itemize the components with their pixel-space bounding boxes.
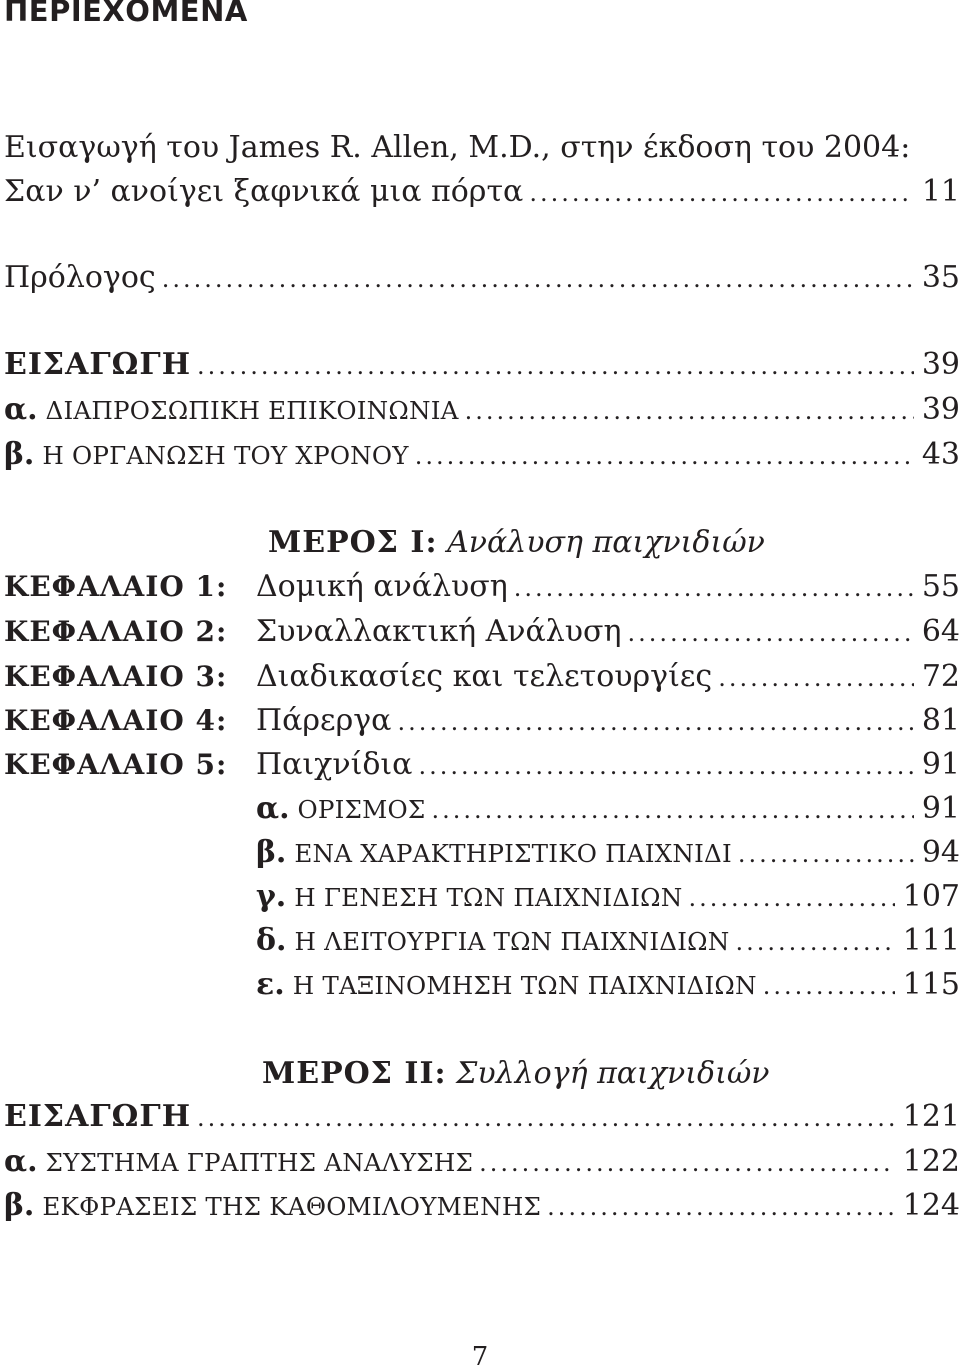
toc-entry-title: Η ΤΑΞΙΝΟΜΗΣΗ ΤΩΝ ΠΑΙΧΝΙΔΙΩΝ [292, 971, 757, 1000]
toc-entry-chapter-5-a[interactable] [256, 789, 960, 829]
part-label: ΜΕΡΟΣ I: [268, 525, 438, 560]
toc-entry-title: Η ΓΕΝΕΣΗ ΤΩΝ ΠΑΙΧΝΙΔΙΩΝ [294, 883, 683, 912]
toc-entry-title: Συναλλακτική Ανάλυση [256, 614, 622, 649]
chapter-label: ΚΕΦΑΛΑΙΟ 1: [4, 570, 228, 603]
toc-entry-title: Δομική ανάλυση [256, 569, 508, 604]
toc-entry-title: ΕΙΣΑΓΩΓΗ [4, 1099, 192, 1134]
toc-entry-eisagogi-2[interactable] [4, 1097, 960, 1137]
toc-page-number: 94 [921, 835, 960, 870]
toc-entry-title: ΟΡΙΣΜΟΣ [297, 795, 426, 824]
toc-page-number: 115 [902, 967, 960, 1002]
toc-entry-chapter-2[interactable] [4, 612, 960, 652]
leader-dots [738, 834, 914, 874]
toc-entry-chapter-5[interactable] [4, 745, 960, 785]
toc-entry-marker: δ. [256, 923, 287, 958]
toc-page-number: 11 [921, 174, 960, 209]
part-heading-2 [262, 1056, 770, 1091]
toc-entry-marker: α. [4, 1144, 38, 1179]
toc-entry-chapter-3[interactable] [4, 657, 960, 697]
toc-page-number: 122 [902, 1144, 960, 1179]
leader-dots [479, 1143, 895, 1183]
toc-page-number: 43 [921, 437, 960, 472]
toc-entry-title: ΕΚΦΡΑΣΕΙΣ ΤΗΣ ΚΑΘΟΜΙΛΟΥΜΕΝΗΣ [42, 1192, 542, 1221]
toc-page-number: 121 [902, 1099, 960, 1134]
toc-entry-marker: β. [4, 1188, 35, 1223]
leader-dots [418, 746, 913, 786]
toc-entry-eisagogi-b[interactable] [4, 435, 960, 475]
toc-entry-title: Σαν ν’ ανοίγει ξαφνικά μια πόρτα [4, 174, 524, 209]
toc-page-number: 39 [921, 392, 960, 427]
toc-entry-chapter-5-b[interactable] [256, 833, 960, 873]
toc-entry-marker: β. [256, 835, 287, 870]
toc-page-number: 64 [921, 614, 960, 649]
toc-entry-title: ΔΙΑΠΡΟΣΩΠΙΚΗ ΕΠΙΚΟΙΝΩΝΙΑ [45, 396, 459, 425]
leader-dots [718, 658, 914, 698]
toc-entry-intro-line1 [4, 128, 960, 168]
toc-entry-title: Εισαγωγή του James R. Allen, M.D., στην έκδοση του 2004: [4, 130, 911, 165]
toc-entry-marker: γ. [256, 879, 287, 914]
toc-page-number: 39 [921, 347, 960, 382]
toc-entry-prologue[interactable] [4, 258, 960, 298]
toc-entry-title: Παιχνίδια [256, 747, 413, 782]
toc-page-number: 91 [921, 747, 960, 782]
toc-entry-title: Πάρεργα [256, 703, 392, 738]
leader-dots [529, 173, 914, 213]
toc-entry-title: ΣΥΣΤΗΜΑ ΓΡΑΠΤΗΣ ΑΝΑΛΥΣΗΣ [45, 1148, 474, 1177]
toc-entry-eisagogi[interactable] [4, 345, 960, 385]
leader-dots [514, 568, 914, 608]
toc-entry-marker: β. [4, 437, 35, 472]
toc-entry-chapter-5-d[interactable] [256, 921, 960, 961]
chapter-label: ΚΕΦΑΛΑΙΟ 5: [4, 748, 228, 781]
part-label: ΜΕΡΟΣ II: [262, 1056, 447, 1091]
toc-entry-chapter-5-c[interactable] [256, 877, 960, 917]
toc-page-number: 111 [902, 923, 960, 958]
leader-dots [547, 1187, 895, 1227]
chapter-label: ΚΕΦΑΛΑΙΟ 2: [4, 615, 228, 648]
toc-entry-marker: α. [256, 791, 290, 826]
page-number: 7 [471, 1342, 489, 1372]
toc-entry-marker: α. [4, 392, 38, 427]
toc-entry-title: ΕΝΑ ΧΑΡΑΚΤΗΡΙΣΤΙΚΟ ΠΑΙΧΝΙΔΙ [294, 839, 732, 868]
leader-dots [431, 790, 913, 830]
part-heading-1 [268, 525, 765, 560]
leader-dots [197, 1098, 895, 1138]
leader-dots [162, 259, 914, 299]
leader-dots [763, 966, 895, 1006]
toc-entry-title: Διαδικασίες και τελετουργίες [256, 659, 713, 694]
toc-page-number: 81 [921, 703, 960, 738]
toc-page-number: 35 [921, 260, 960, 295]
toc-entry-chapter-4[interactable] [4, 701, 960, 741]
chapter-label: ΚΕΦΑΛΑΙΟ 3: [4, 660, 228, 693]
toc-page-number: 124 [902, 1188, 960, 1223]
part-title: Ανάλυση παιχνιδιών [447, 525, 765, 560]
toc-page-number: 55 [921, 569, 960, 604]
toc-entry-title: ΕΙΣΑΓΩΓΗ [4, 347, 192, 382]
toc-entry-chapter-1[interactable] [4, 567, 960, 607]
chapter-label: ΚΕΦΑΛΑΙΟ 4: [4, 704, 228, 737]
leader-dots [735, 922, 894, 962]
toc-page-number: 107 [902, 879, 960, 914]
leader-dots [197, 346, 914, 386]
toc-page-number: 91 [921, 791, 960, 826]
toc-entry-eisagogi-2-b[interactable] [4, 1186, 960, 1226]
leader-dots [415, 436, 914, 476]
toc-page-number: 72 [921, 659, 960, 694]
toc-entry-title: Η ΟΡΓΑΝΩΣΗ ΤΟΥ ΧΡΟΝΟΥ [42, 441, 409, 470]
leader-dots [627, 613, 913, 653]
toc-entry-title: Πρόλογος [4, 260, 156, 295]
toc-entry-eisagogi-2-a[interactable] [4, 1142, 960, 1182]
leader-dots [397, 702, 913, 742]
page-title: ΠΕΡΙΕΧΟΜΕΝΑ [4, 0, 248, 28]
leader-dots [465, 391, 914, 431]
toc-entry-eisagogi-a[interactable] [4, 390, 960, 430]
toc-entry-intro[interactable] [4, 172, 960, 212]
toc-entry-chapter-5-e[interactable] [256, 965, 960, 1005]
part-title: Συλλογή παιχνιδιών [456, 1056, 770, 1091]
toc-entry-title: Η ΛΕΙΤΟΥΡΓΙΑ ΤΩΝ ΠΑΙΧΝΙΔΙΩΝ [294, 927, 730, 956]
toc-entry-marker: ε. [256, 967, 285, 1002]
leader-dots [688, 878, 894, 918]
